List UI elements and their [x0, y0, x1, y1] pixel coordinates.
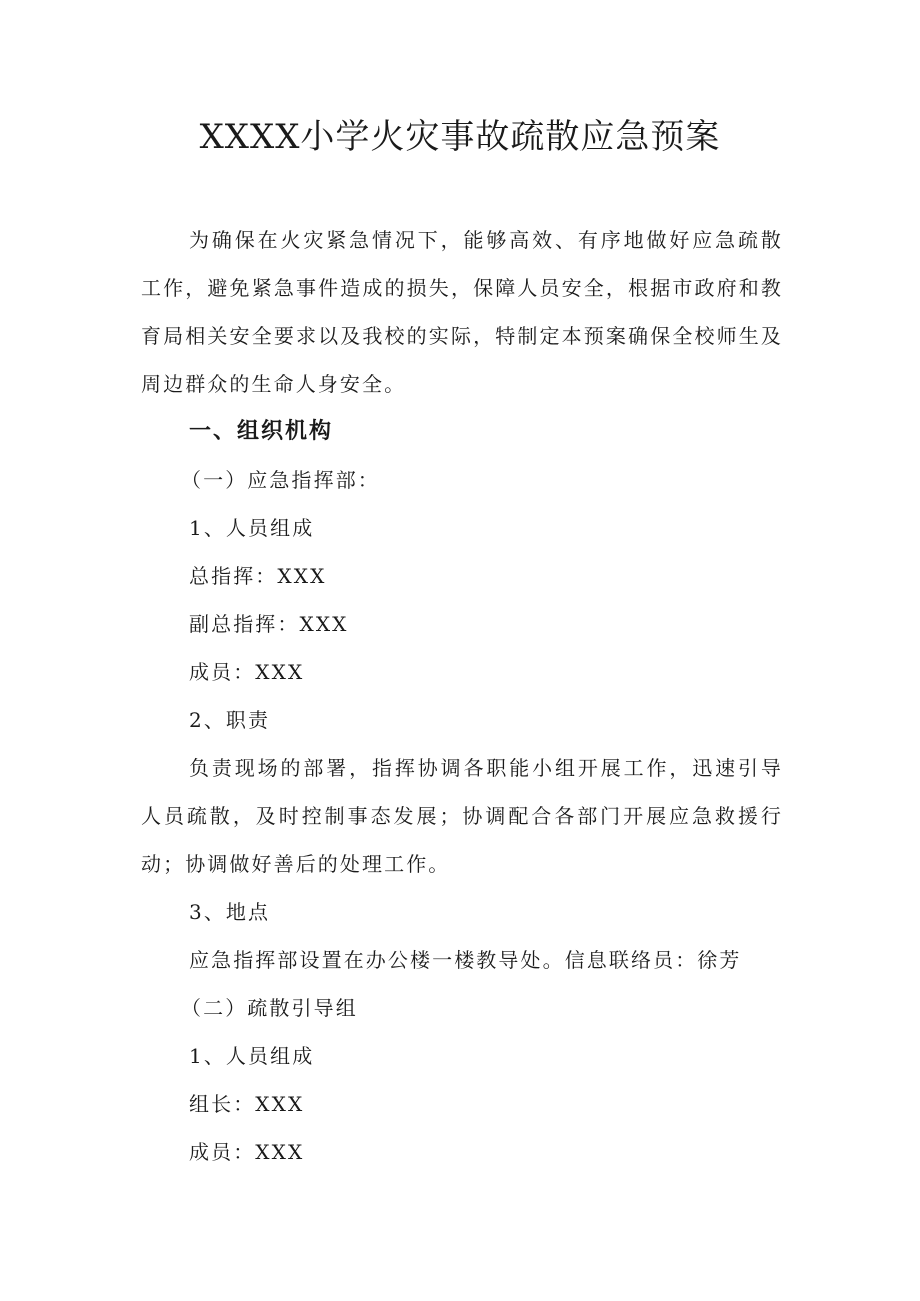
- duties-label: 2、职责: [189, 708, 271, 732]
- evacuation-members-line: 成员：XXX: [189, 1140, 305, 1164]
- evacuation-leader-line: 组长：XXX: [189, 1092, 305, 1116]
- command-members-line: 成员：XXX: [189, 660, 305, 684]
- duties-paragraph: 负责现场的部署，指挥协调各职能小组开展工作，迅速引导人员疏散，及时控制事态发展；协调配合各部门开展应急救援行动；协调做好善后的处理工作。: [141, 756, 783, 876]
- document-body: [141, 216, 783, 1176]
- commander-line: 总指挥：XXX: [189, 564, 327, 588]
- location-label: 3、地点: [189, 900, 271, 924]
- location-line: 应急指挥部设置在办公楼一楼教导处。信息联络员：徐芳: [189, 948, 742, 972]
- evacuation-composition-label: 1、人员组成: [189, 1044, 315, 1068]
- intro-paragraph: 为确保在火灾紧急情况下，能够高效、有序地做好应急疏散工作，避免紧急事件造成的损失，保障人员安全，根据市政府和教育局相关安全要求以及我校的实际，特制定本预案确保全校师生及周边群众的生命人身安全。: [141, 228, 783, 396]
- section-heading-organization: 一、组织机构: [189, 419, 334, 444]
- document-title: XXXX小学火灾事故疏散应急预案: [199, 117, 721, 157]
- subsection-heading-evacuation: （二）疏散引导组: [181, 996, 358, 1020]
- command-composition-label: 1、人员组成: [189, 516, 315, 540]
- subsection-heading-command: （一）应急指挥部：: [181, 468, 380, 492]
- deputy-commander-line: 副总指挥：XXX: [189, 612, 349, 636]
